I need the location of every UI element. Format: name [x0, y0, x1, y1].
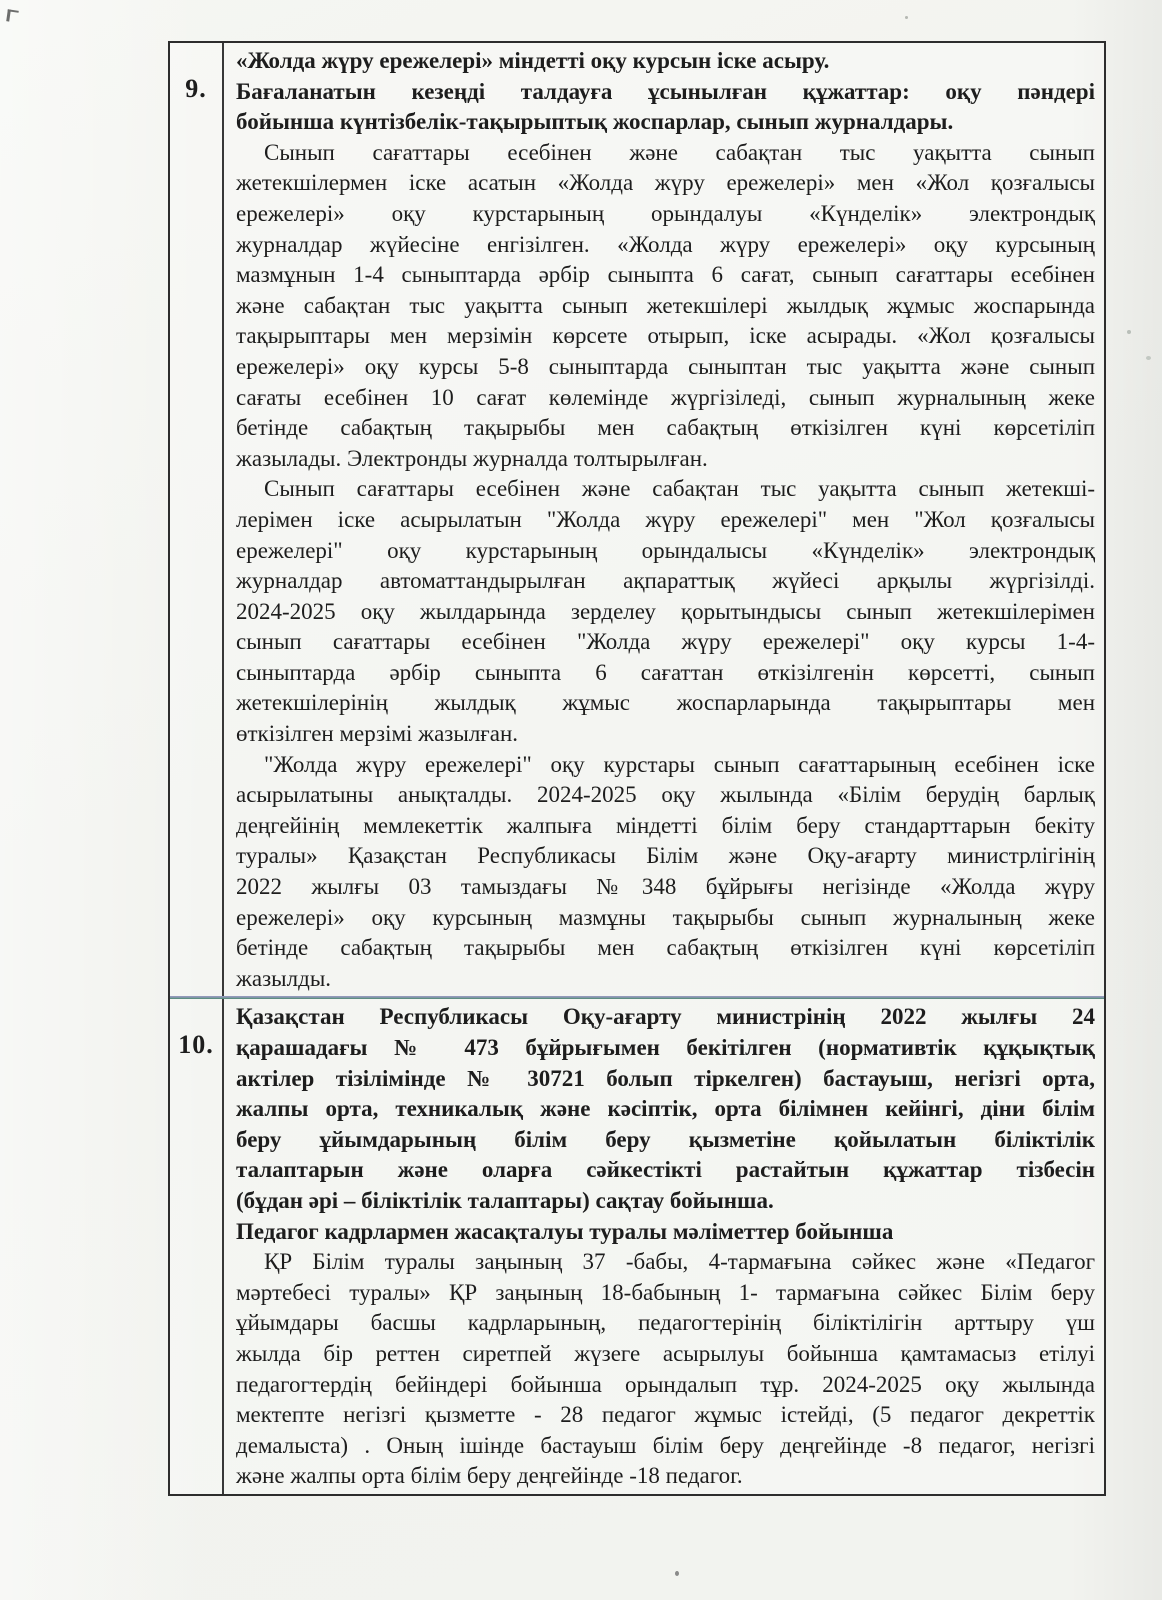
scan-artifact-corner-mark [6, 9, 19, 22]
text-line: сыныптарда әрбір сыныпта 6 сағаттан өткізілгенін көрсетті, сынып [236, 659, 1095, 685]
scan-artifact-speck [905, 16, 908, 19]
text-line: ережелері» оқу курсы 5-8 сыныптарда сыныптан тыс уақытта және сынып [236, 353, 1095, 379]
body-paragraph [236, 750, 1095, 995]
text-line: Сынып сағаттары есебінен және сабақтан тыс уақытта сынып [264, 139, 1095, 165]
text-line: деңгейінің мемлекеттік жалпыға міндетті білім беру стандарттарын бекіту [236, 812, 1095, 838]
text-line: лерімен іске асырылатын "Жолда жүру ережелері" мен "Жол қозғалысы [236, 506, 1095, 532]
text-line: талаптарын және оларға сәйкестікті растайтын құжаттар тізбесін [236, 1157, 1095, 1183]
text-line: өткізілген мерзімі жазылған. [236, 721, 518, 747]
text-line: педагогтердің бейіндері бойынша орындалып тұр. 2024-2025 оқу жылында [236, 1371, 1095, 1397]
text-line: журналдар автоматтандырылған ақпараттық жүйесі арқылы жүргізілді. [236, 568, 1095, 594]
text-line: мазмұнын 1-4 сыныптарда әрбір сыныпта 6 сағат, сынып сағаттары есебінен [236, 262, 1095, 288]
text-line: сағаты есебінен 10 сағат көлемінде жүргізіледі, сынып журналының жеке [236, 384, 1095, 410]
body-paragraph [236, 1247, 1095, 1492]
text-line: ережелері» оқу курстарының орындалуы «Күнделік» электрондық [236, 200, 1095, 226]
document-table [168, 41, 1106, 1496]
text-line: жетекшілерінің жылдық жұмыс жоспарларында тақырыптары мен [236, 690, 1095, 716]
text-line: Сынып сағаттары есебінен және сабақтан тыс уақытта сынып жетекші- [264, 476, 1095, 502]
row-number-cell [170, 999, 224, 1494]
text-line: 2022 жылғы 03 тамыздағы №348 бұйрығы негізінде «Жолда жүру [236, 874, 1095, 900]
row-content [224, 999, 1104, 1494]
text-line: мектепте негізгі қызметте - 28 педагог жұмыс істейді, (5 педагог декреттік [236, 1402, 1095, 1428]
text-line: тақырыптары мен мерзімін көрсете отырып, іске асырады. «Жол қозғалысы [236, 323, 1095, 349]
text-line: демалыста) . Оның ішінде бастауыш білім беру деңгейінде -8 педагог, негізгі [236, 1432, 1095, 1458]
text-line: жалпы орта, техникалық және кәсіптік, орта білімнен кейінгі, діни білім [236, 1096, 1095, 1122]
text-line: бетінде сабақтың тақырыбы мен сабақтың өткізілген күні көрсетіліп [236, 415, 1095, 441]
text-line: "Жолда жүру ережелері" оқу курстары сынып сағаттарының есебінен іске [264, 751, 1095, 777]
text-line: беру ұйымдарының білім беру қызметіне қойылатын біліктілік [236, 1126, 1095, 1152]
text-line: Бағаланатын кезеңді талдауға ұсынылған құжаттар: оқу пәндері [236, 78, 1095, 104]
scan-artifact-speck [1127, 330, 1131, 334]
text-line: мәртебесі туралы» ҚР заңының 18-бабының 1- тармағына сәйкес Білім беру [236, 1279, 1095, 1305]
text-line: қарашадағы № 473 бұйрығымен бекітілген (нормативтік құқықтық [236, 1035, 1095, 1060]
heading-paragraph [236, 1217, 1095, 1248]
text-line: бойынша күнтізбелік-тақырыптық жоспарлар, сынып журналдары. [236, 109, 954, 135]
text-line: жазылады. Электронды журналда толтырылған. [236, 445, 708, 471]
text-line: бетінде сабақтың тақырыбы мен сабақтың өткізілген күні көрсетіліп [236, 935, 1095, 961]
text-line: журналдар жүйесіне енгізілген. «Жолда жүру ережелері» оқу курсының [236, 231, 1095, 257]
text-line: жылда бір реттен сиретпей жүзеге асырылуы бойынша қамтамасыз етілуі [236, 1340, 1095, 1366]
text-line: ҚР Білім туралы заңының 37 -бабы, 4-тармағына сәйкес және «Педагог [264, 1249, 1095, 1275]
text-line: және жалпы орта білім беру деңгейінде -18 педагог. [236, 1463, 743, 1489]
table-row [170, 43, 1104, 996]
text-line: сынып сағаттары есебінен "Жолда жүру ережелері" оқу курсы 1-4- [236, 629, 1095, 655]
row-number-cell [170, 43, 224, 996]
text-line: ұйымдары басшы кадрларының, педагогтерінің біліктілігін арттыру үш [236, 1310, 1095, 1336]
heading-paragraph [236, 46, 1095, 77]
row-number: 9. [185, 74, 207, 103]
text-line: 2024-2025 оқу жылдарында зерделеу қорытындысы сынып жетекшілерімен [236, 598, 1095, 624]
text-line: ережелері" оқу курстарының орындалысы «Күнделік» электрондық [236, 537, 1095, 563]
heading-paragraph [236, 1002, 1095, 1216]
text-line: туралы» Қазақстан Республикасы Білім және Оқу-ағарту министрлігінің [236, 843, 1095, 869]
table-row [170, 999, 1104, 1494]
text-line: Педагог кадрлармен жасақталуы туралы мәліметтер бойынша [236, 1218, 894, 1244]
text-line: (бұдан әрі – біліктілік талаптары) сақтау бойынша. [236, 1187, 774, 1213]
text-line: және сабақтан тыс уақытта сынып жетекшілері жылдық жұмыс жоспарында [236, 292, 1095, 318]
row-content [224, 43, 1104, 996]
text-line: Қазақстан Республикасы Оқу-ағарту министрінің 2022 жылғы 24 [236, 1004, 1095, 1030]
text-line: жазылды. [236, 965, 332, 991]
text-line: асырылатыны анықталды. 2024-2025 оқу жылында «Білім берудің барлық [236, 782, 1095, 808]
body-paragraph [236, 474, 1095, 749]
text-line: актілер тізілімінде № 30721 болып тіркелген) бастауыш, негізгі орта, [236, 1065, 1095, 1091]
scan-artifact-speck [675, 1571, 679, 1576]
row-number: 10. [178, 1030, 214, 1060]
text-line: ережелері» оқу курсының мазмұны тақырыбы сынып журналының жеке [236, 904, 1095, 930]
heading-paragraph [236, 77, 1095, 138]
text-line: «Жолда жүру ережелері» міндетті оқу курсын іске асыру. [236, 48, 830, 73]
text-line: жетекшілермен іске асатын «Жолда жүру ережелері» мен «Жол қозғалысы [236, 170, 1095, 196]
scan-artifact-speck [1146, 356, 1151, 360]
body-paragraph [236, 138, 1095, 475]
